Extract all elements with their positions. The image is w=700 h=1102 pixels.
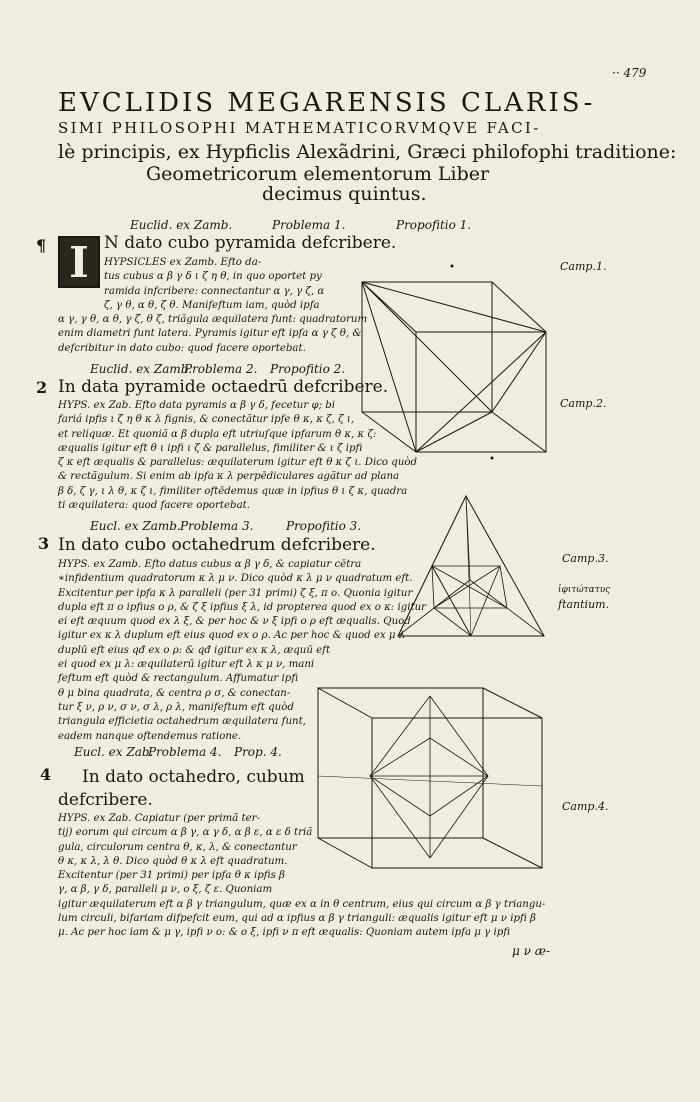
s3-line: ∗infidentium quadratorum κ λ μ ν. Dico quòd κ λ μ ν quadratum eft. bbox=[58, 573, 413, 585]
s1-line: tus cubus α β γ δ ι ζ η θ, in quo oportet py bbox=[104, 271, 322, 283]
s4-head-left: Eucl. ex Zab. bbox=[74, 745, 154, 759]
s4-line: Excitentur (per 31 primi) per ipfa θ κ ipfis β bbox=[58, 870, 285, 882]
s2-line: & rectãgulum. Si enim ab ipfa κ λ perpēdiculares agãtur ad plana bbox=[58, 471, 400, 483]
title-line-1: EVCLIDIS MEGARENSIS CLARIS- bbox=[58, 88, 596, 118]
s3-line: dupla eft π ο ipfius ο ρ, & ζ ξ ipfius ξ λ, id propterea quod ex ο κ: igitur bbox=[58, 601, 427, 613]
s1-line: ζ, γ θ, α θ, ζ θ. Manifeftum iam, quòd ipfa bbox=[104, 299, 320, 311]
s4-line: HYPS. ex Zab. Capiatur (per primã ter- bbox=[58, 813, 260, 824]
s3-line: ei quod ex μ λ: æquilaterū igitur eft λ κ μ ν, mani bbox=[58, 659, 315, 671]
s2-line: et reliquæ. Et quoniã α β dupla eft utriuſque ipfarum θ κ, κ ζ: bbox=[58, 428, 377, 440]
page-number: ·· 479 bbox=[612, 66, 647, 80]
s3-head-left: Eucl. ex Zamb. bbox=[90, 519, 181, 533]
s2-number: 2 bbox=[36, 378, 48, 397]
s3-line: tur ξ ν, ρ ν, σ ν, σ λ, ρ λ, manifeftum eft quòd bbox=[58, 701, 294, 713]
s4-line: gula, circulorum centra θ, κ, λ, & conectantur bbox=[58, 841, 297, 853]
s4-head-right: Prop. 4. bbox=[234, 745, 282, 759]
s3-head-right: Propofitio 3. bbox=[286, 519, 362, 533]
s2-line: HYPS. ex Zab. Efto data pyramis α β γ δ, fecetur φ; bi bbox=[58, 400, 336, 411]
s1-head-left: Euclid. ex Zamb. bbox=[130, 218, 233, 232]
s3-head-mid: Problema 3. bbox=[180, 519, 254, 533]
s2-margin-label: Camp.2. bbox=[560, 397, 607, 410]
s2-body bbox=[58, 399, 417, 513]
s3-margin-note-1: ἰφιτώτατυς bbox=[558, 585, 611, 595]
s1-marker: ¶ bbox=[36, 236, 47, 255]
s1-head-right: Propofitio 1. bbox=[396, 218, 472, 232]
dropcap-initial: I bbox=[58, 236, 100, 288]
s4-title-line-2: defcribere. bbox=[58, 790, 153, 810]
s3-margin-label: Camp.3. bbox=[562, 552, 609, 565]
s3-line: HYPS. ex Zamb. Efto datus cubus α β γ δ, & capiatur cētra bbox=[58, 559, 362, 570]
s4-margin-label: Camp.4. bbox=[562, 800, 609, 813]
s4-head-mid: Problema 4. bbox=[148, 745, 222, 759]
s3-title: In dato cubo octahedrum defcribere. bbox=[58, 535, 376, 555]
s3-line: θ μ bina quadrata, & centra ρ σ, & conectan- bbox=[58, 687, 291, 699]
s1-line: enim diametri funt latera. Pyramis igitur eft ipfa α γ ζ θ, & bbox=[58, 328, 362, 340]
s3-line: Excitentur per ipfa κ λ paralleli (per 31 primi) ζ ξ, π ο. Quonia igitur bbox=[58, 587, 413, 599]
s2-line: ti æquilatera: quod facere oportebat. bbox=[58, 500, 250, 512]
title-line-2: SIMI PHILOSOPHI MATHEMATICORVMQVE FACI- bbox=[58, 119, 541, 137]
s2-head-left: Euclid. ex Zamb. bbox=[90, 362, 193, 376]
s3-line: igitur ex κ λ duplum eft eius quod ex ο ρ. Ac per hoc & quod ex μ λ bbox=[58, 630, 406, 642]
s4-line: lum circuli, bifariam difpefcit eum, qui ad α ipfius α β γ trianguli: æqualis igitur eft μ ν ipfi β bbox=[58, 913, 536, 925]
s1-margin-label: Camp.1. bbox=[560, 260, 607, 273]
s2-title: In data pyramide octaedrū defcribere. bbox=[58, 377, 389, 397]
s4-line: γ, α β, γ δ, paralleli μ ν, ο ξ, ζ ε. Quoniam bbox=[58, 884, 273, 896]
s4-line: igitur æquilaterum eft α β γ triangulum, quæ ex α in θ centrum, eius qui circum α β γ triangu- bbox=[58, 898, 546, 910]
s2-line: β δ, ζ γ, ι λ θ, κ ζ ι, fimiliter oftēdemus quæ in ipfius θ ι ζ κ, quadra bbox=[58, 485, 408, 497]
s1-line: ramida infcribere: connectantur α γ, γ ζ, α bbox=[104, 285, 325, 297]
s1-line: HYPSICLES ex Zamb. Efto da- bbox=[104, 257, 262, 268]
s1-body-full bbox=[58, 313, 367, 356]
s4-body bbox=[58, 812, 545, 941]
s4-number: 4 bbox=[40, 765, 52, 784]
title-line-3: lè principis, ex Hypficlis Alexãdrini, Græci philofophi traditione: bbox=[58, 141, 677, 163]
title-line-4: Geometricorum elementorum Liber bbox=[146, 163, 490, 185]
s3-line: duplū eft eius qđ ex ο ρ: & qđ igitur ex κ λ, æquū eft bbox=[58, 644, 331, 656]
s3-margin-note-2: ftantium. bbox=[558, 598, 610, 611]
s4-line: tij) eorum qui circum α β γ, α γ δ, α β ε, α ε δ triã bbox=[58, 827, 313, 839]
s1-body bbox=[104, 256, 324, 313]
s2-line: æqualis igitur eft θ ι ipfi ι ζ & parallelus, fimiliter & ι ζ ipfi bbox=[58, 442, 363, 454]
s4-title-line-1: In dato octahedro, cubum bbox=[82, 767, 305, 787]
s2-head-right: Propofitio 2. bbox=[270, 362, 346, 376]
s1-line: α γ, γ θ, α θ, γ ζ, θ ζ, triãgula æquilatera funt: quadratorum bbox=[58, 314, 368, 325]
s1-title: N dato cubo pyramida defcribere. bbox=[104, 233, 397, 253]
s3-line: triangula efficietia octahedrum æquilatera funt, bbox=[58, 716, 306, 728]
s1-head-mid: Problema 1. bbox=[272, 218, 346, 232]
s2-line: fariá ipfis ι ζ η θ κ λ fignis, & conectãtur ipfe θ κ, κ ζ, ζ ι, bbox=[58, 414, 355, 426]
s2-line: ζ κ eft æqualis & parallelus: æquilaterum igitur eft θ κ ζ ι. Dico quòd bbox=[58, 457, 418, 469]
s1-line: defcribitur in dato cubo: quod facere oportebat. bbox=[58, 342, 306, 354]
s2-head-mid: Problema 2. bbox=[184, 362, 258, 376]
s3-line: ei eft æquum quod ex λ ξ, & per hoc & ν ξ ipfi ο ρ eft æqualis. Quod bbox=[58, 616, 411, 628]
s3-number: 3 bbox=[38, 534, 50, 553]
s3-line: feftum eft quòd & rectangulum. Affumatur ipfi bbox=[58, 673, 299, 685]
s4-line: θ κ, κ λ, λ θ. Dico quòd θ κ λ eft quadratum. bbox=[58, 855, 288, 867]
s3-line: eadem nanque oftendemus ratione. bbox=[58, 730, 242, 742]
title-line-5: decimus quintus. bbox=[262, 183, 427, 205]
s4-line: μ. Ac per hoc iam & μ γ, ipfi ν ο: & ο ξ, ipfi ν π eft æqualis: Quoniam autem ipfa μ γ ipfi bbox=[58, 927, 511, 939]
catchword: μ ν æ- bbox=[512, 944, 551, 958]
